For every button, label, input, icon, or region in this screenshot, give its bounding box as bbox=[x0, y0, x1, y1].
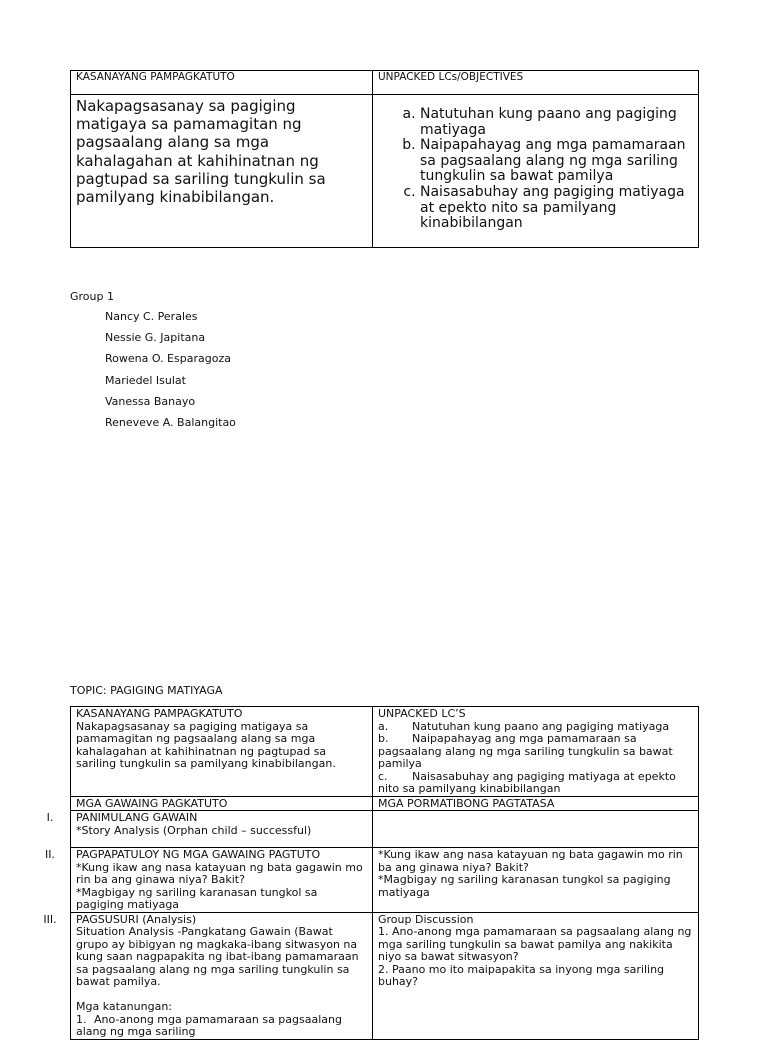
section-2-cell bbox=[45, 848, 373, 913]
section-title: PAGPAPATULOY NG MGA GAWAING PAGTUTO bbox=[76, 848, 321, 861]
assessment-question: 2. Paano mo ito maipapakita sa inyong mga sariling buhay? bbox=[378, 962, 665, 988]
lc-table-header-row bbox=[71, 71, 699, 95]
objective-text: Naisasabuhay ang pagiging matiyaga at epekto nito sa pamilyang kinabibilangan bbox=[378, 769, 676, 795]
section-title: PAGSUSURI (Analysis) bbox=[76, 912, 197, 926]
section-number: I. bbox=[46, 811, 54, 824]
competency-text: Nakapagsasanay sa pagiging matigaya sa pamamagitan ng pagsaalang alang sa mga kahalagahan at kahihinatnan ng pagtupad sa sariling tungkulin sa pamilyang kinabibilangan. bbox=[76, 719, 336, 770]
section-2-assessment bbox=[373, 848, 699, 913]
objectives-cell bbox=[373, 95, 699, 248]
assessment-title: Group Discussion bbox=[378, 912, 474, 926]
assessment-text: *Kung ikaw ang nasa katayuan ng bata gagawin mo rin ba ang ginawa niya? Bakit? bbox=[378, 848, 683, 874]
competency-text: Nakapagsasanay sa pagiging matigaya sa pamamagitan ng pagsaalang alang sa mga kahalagahan at kahihinatnan ng pagtupad sa sariling tungkulin sa pamilyang kinabibilangan. bbox=[71, 95, 373, 248]
member-list bbox=[105, 310, 236, 437]
lesson-row-section-2 bbox=[71, 848, 699, 913]
objective-letter: a. bbox=[378, 719, 389, 733]
topic-heading: TOPIC: PAGIGING MATIYAGA bbox=[70, 684, 223, 697]
objective-text: Natutuhan kung paano ang pagiging matiyaga bbox=[412, 719, 670, 733]
header-assessment: MGA PORMATIBONG PAGTATASA bbox=[373, 796, 699, 811]
lesson-row-section-1 bbox=[71, 811, 699, 848]
objective-text: Naipapahayag ang mga pamamaraan sa pagsaalang alang ng mga sariling tungkulin sa bawat pamilya bbox=[378, 732, 673, 770]
objective-item: b. Naipapahayag ang mga pamamaraan sa pagsaalang alang ng mga sariling tungkulin sa bawat pamilya bbox=[420, 138, 693, 185]
question-text: Ano-anong mga pamamaraan sa pagsaalang alang ng mga sariling bbox=[76, 1012, 342, 1038]
assessment-text: *Magbigay ng sariling karanasan tungkol sa pagiging matiyaga bbox=[378, 873, 671, 899]
section-3-cell bbox=[43, 912, 373, 1039]
header-competency: KASANAYANG PAMPAGKATUTO bbox=[76, 707, 243, 720]
section-number: II. bbox=[45, 848, 55, 861]
member-name: Rowena O. Esparagoza bbox=[105, 352, 231, 366]
competency-cell bbox=[71, 707, 373, 797]
objective-letter: c. bbox=[378, 769, 388, 783]
lesson-row-section-3 bbox=[71, 912, 699, 1039]
lesson-row-competency bbox=[71, 707, 699, 797]
lc-table bbox=[70, 70, 699, 248]
section-1-text: *Story Analysis (Orphan child – successful) bbox=[76, 823, 312, 837]
objective-letter: b. bbox=[378, 732, 389, 745]
objective-item bbox=[378, 733, 693, 771]
objectives-list bbox=[378, 107, 693, 232]
section-3-assessment bbox=[373, 912, 699, 1039]
section-2-title bbox=[45, 848, 367, 862]
questions-label: Mga katanungan: bbox=[76, 1000, 172, 1013]
member-name: Reneveve A. Balangitao bbox=[105, 415, 236, 429]
lc-table-content-row bbox=[71, 95, 699, 248]
objective-item bbox=[378, 771, 693, 796]
section-1-title bbox=[46, 811, 367, 825]
header-competency: KASANAYANG PAMPAGKATUTO bbox=[71, 71, 373, 95]
section-2-text: *Kung ikaw ang nasa katayuan ng bata gagawin mo rin ba ang ginawa niya? Bakit? bbox=[76, 860, 363, 886]
objective-item: c. Naisasabuhay ang pagiging matiyaga at epekto nito sa pamilyang kinabibilangan bbox=[420, 185, 693, 232]
member-name: Vanessa Banayo bbox=[105, 394, 196, 408]
section-1-assessment bbox=[373, 811, 699, 848]
section-number: III. bbox=[43, 912, 57, 926]
assessment-question: 1. Ano-anong mga pamamaraan sa pagsaalang alang ng mga sariling tungkulin sa bawat pamilya ang nakikita niyo sa bawat sitwasyon? bbox=[378, 925, 692, 963]
section-title: PANIMULANG GAWAIN bbox=[76, 811, 198, 824]
lesson-plan-table bbox=[43, 706, 699, 1040]
section-3-text: Situation Analysis -Pangkatang Gawain (Bawat grupo ay bibigyan ng magkaka-ibang sitwasyon na kung saan nagpapakita ng ibat-ibang pamamaraan sa pagsaalang alang ng mga sariling tungkulin sa bawat pamilya. bbox=[76, 925, 359, 988]
question-number: 1. bbox=[76, 1012, 87, 1026]
header-activities: MGA GAWAING PAGKATUTO bbox=[71, 796, 373, 811]
header-unpacked: UNPACKED LC’S bbox=[378, 707, 466, 720]
member-name: Nessie G. Japitana bbox=[105, 331, 206, 345]
group-label: Group 1 bbox=[70, 290, 114, 303]
unpacked-cell bbox=[373, 707, 699, 797]
member-name: Nancy C. Perales bbox=[105, 310, 198, 323]
section-1-cell bbox=[46, 811, 373, 848]
lesson-header-row bbox=[71, 796, 699, 811]
header-objectives: UNPACKED LCs/OBJECTIVES bbox=[373, 71, 699, 95]
objective-item: a. Natutuhan kung paano ang pagiging matiyaga bbox=[420, 107, 693, 138]
question-item bbox=[76, 1014, 367, 1039]
section-2-text: *Magbigay ng sariling karanasan tungkol sa pagiging matiyaga bbox=[76, 885, 318, 911]
member-name: Mariedel Isulat bbox=[105, 373, 186, 387]
